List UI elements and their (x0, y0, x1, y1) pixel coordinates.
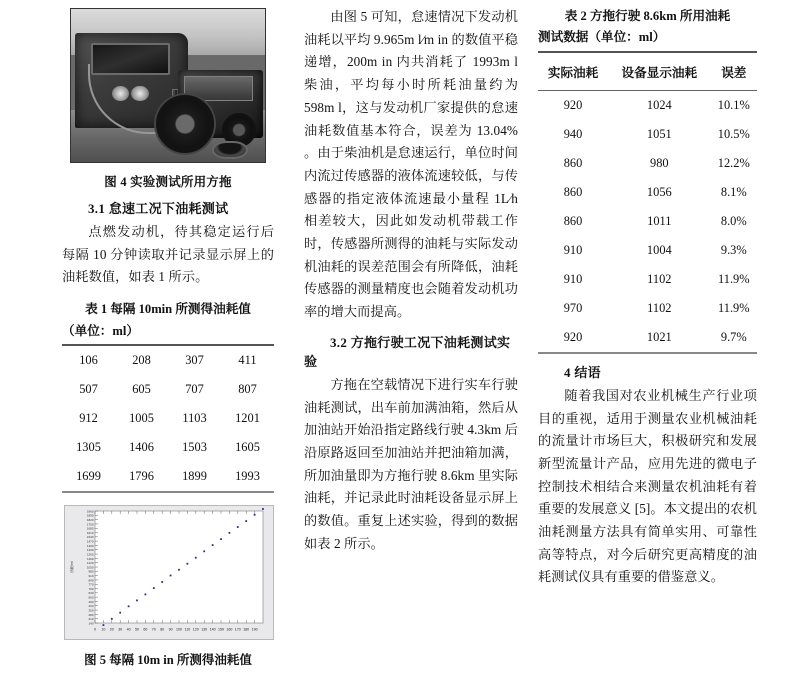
table1-cell: 1406 (129, 439, 154, 454)
table2-cell: 860 (563, 155, 583, 170)
tractor-photo-image (70, 8, 266, 163)
table2-cell: 860 (563, 184, 583, 199)
table2 (538, 51, 757, 354)
table1 (62, 344, 274, 493)
table1-cell: 1103 (182, 410, 207, 425)
table1-cell: 307 (185, 352, 204, 367)
figure5-svg (65, 506, 273, 639)
table-row (538, 120, 757, 149)
svg-text:1610: 1610 (86, 530, 94, 535)
table2-cell: 980 (650, 155, 669, 170)
table1-cell: 912 (79, 410, 98, 425)
table2-cell: 910 (563, 242, 583, 257)
figure4-caption: 图 4 实验测试所用方拖 (104, 175, 232, 189)
svg-text:840: 840 (88, 578, 94, 583)
svg-text:1960: 1960 (86, 509, 94, 514)
table2-cell: 920 (563, 97, 583, 112)
table1-cell: 106 (79, 352, 98, 367)
svg-text:1680: 1680 (86, 526, 94, 531)
svg-text:1470: 1470 (86, 539, 94, 544)
table-row (62, 404, 274, 433)
svg-text:1120: 1120 (87, 561, 94, 566)
table1-cell: 1005 (129, 410, 154, 425)
table2-header-row (538, 52, 757, 91)
table2-header-cell: 误差 (721, 65, 747, 80)
svg-text:60: 60 (143, 627, 148, 632)
svg-text:560: 560 (88, 595, 94, 600)
table2-cell: 8.0% (720, 213, 747, 228)
svg-text:150: 150 (218, 627, 224, 632)
table2-cell: 10.5% (717, 126, 750, 141)
table1-cell: 208 (132, 352, 151, 367)
table2-cell: 1056 (646, 184, 672, 199)
table2-cell: 860 (563, 213, 583, 228)
table2-cell: 9.7% (720, 329, 747, 344)
photo-tractor-wheel (156, 95, 214, 153)
table2-cell: 12.2% (717, 155, 750, 170)
svg-text:100: 100 (176, 627, 182, 632)
table1-cell: 807 (238, 381, 257, 396)
table-row (538, 323, 757, 353)
section-heading-3-2: 3.2 方拖行驶工况下油耗测试实验 (304, 334, 511, 369)
svg-text:1190: 1190 (87, 556, 94, 561)
svg-text:210: 210 (88, 617, 94, 622)
svg-text:120: 120 (192, 627, 199, 632)
svg-text:490: 490 (88, 599, 94, 604)
table2-header-cell: 实际油耗 (547, 65, 599, 80)
svg-text:20: 20 (109, 627, 114, 632)
svg-text:1820: 1820 (86, 517, 94, 522)
svg-text:油耗/ml: 油耗/ml (70, 560, 74, 573)
table1-cell: 605 (132, 381, 151, 396)
table2-cell: 1021 (646, 329, 672, 344)
svg-text:10: 10 (101, 627, 106, 632)
svg-text:110: 110 (184, 627, 191, 632)
table-row (62, 462, 274, 492)
svg-text:0: 0 (94, 627, 96, 632)
table-row (538, 178, 757, 207)
table1-cell: 1699 (76, 468, 101, 483)
table2-cell: 1011 (647, 213, 672, 228)
svg-text:180: 180 (243, 627, 250, 632)
table2-cell: 10.1% (717, 97, 750, 112)
section-heading-3-1: 3.1 怠速工况下油耗测试 (88, 201, 229, 216)
table-row (538, 294, 757, 323)
table1-cell: 411 (238, 352, 257, 367)
table2-cell: 1024 (646, 97, 672, 112)
svg-text:170: 170 (234, 627, 241, 632)
right-column (530, 4, 799, 688)
table2-cell: 1102 (647, 300, 672, 315)
svg-text:130: 130 (201, 627, 208, 632)
svg-text:420: 420 (88, 604, 94, 609)
svg-text:1540: 1540 (86, 535, 94, 540)
table1-cell: 707 (185, 381, 204, 396)
svg-text:630: 630 (88, 591, 94, 596)
table2-cell: 1051 (646, 126, 672, 141)
table2-cell: 970 (563, 300, 583, 315)
table-row (62, 345, 274, 375)
figure5-chart (64, 505, 274, 640)
svg-text:700: 700 (88, 586, 94, 591)
paragraph-conclusion: 随着我国对农业机械生产行业项目的重视，适用于测量农业机械油耗的流量计市场巨大，积极研究和发展新型流量计产品，应用先进的微电子控制技术相结合来测量农机油耗有着重要的发展意义 [5]。本文提出的农机油耗测量方法具有简单实用、可靠性高等特点，对今后研究更高精度的油耗测试仪具有重要的借鉴意义。 (538, 387, 757, 585)
paragraph-3-1: 点燃发动机，待其稳定运行后每隔 10 分钟读取并记录显示屏上的油耗数值，如表 1 所示。 (62, 224, 274, 285)
svg-text:1050: 1050 (86, 565, 94, 570)
table2-cell: 9.3% (720, 242, 747, 257)
table2-title-line1: 表 2 方拖行驶 8.6km 所用油耗 (564, 9, 731, 23)
table1-title-line2: （单位：ml） (62, 323, 139, 338)
left-column (0, 4, 290, 688)
table2-header-cell: 设备显示油耗 (621, 65, 698, 80)
table-row (538, 207, 757, 236)
table2-cell: 11.9% (718, 300, 750, 315)
svg-text:50: 50 (135, 627, 139, 632)
svg-text:1890: 1890 (86, 513, 94, 518)
table1-cell: 1605 (235, 439, 260, 454)
table-row (62, 375, 274, 404)
table-row (538, 149, 757, 178)
table-row (538, 236, 757, 265)
table2-cell: 8.1% (720, 184, 747, 199)
svg-text:90: 90 (168, 627, 173, 632)
table1-title-line1: 表 1 每隔 10min 所测得油耗值 (85, 302, 251, 317)
table1-cell: 1305 (76, 439, 101, 454)
svg-text:770: 770 (88, 582, 94, 587)
table1-cell: 1201 (235, 410, 260, 425)
section-heading-4: 4 结语 (564, 364, 601, 380)
svg-text:1400: 1400 (86, 543, 94, 548)
table-row (538, 265, 757, 294)
table2-cell: 11.9% (718, 271, 750, 286)
table1-cell: 1796 (129, 468, 154, 483)
table1-title (62, 299, 274, 342)
table2-title (538, 6, 757, 49)
table2-cell: 1102 (647, 271, 672, 286)
table1-cell: 1899 (182, 468, 207, 483)
table-row (538, 90, 757, 120)
svg-text:80: 80 (160, 627, 165, 632)
svg-text:40: 40 (126, 627, 131, 632)
paragraph-idle-analysis: 由图 5 可知，怠速情况下发动机油耗以平均 9.965m l∕m in 的数值平稳递增，200m in 内共消耗了 1993m l柴油，平均每小时所耗油量约为 598m l，这与发动机厂家提供的怠速油耗数值基本符合，误差为 13.04% 。由于柴油机是怠速运行，单位时间内流过传感器的液体流速较低，与传感器的指定液体流速最小量程 1L∕h 相差较大，因此如发动机带载工作时，传感器所测得的油耗与实际发动机油耗的误差范围会有所降低，油耗传感器的测量精度也会随着发动机功率的增大而提高。 (304, 9, 518, 320)
svg-text:980: 980 (88, 569, 94, 574)
table2-cell: 1004 (646, 242, 672, 257)
svg-text:160: 160 (226, 627, 233, 632)
paragraph-3-2: 方拖在空载情况下进行实车行驶油耗测试，出车前加满油箱，然后从加油站开始沿指定路线行驶 4.3km 后沿原路返回至加油站并把油箱加满，所加油量即为方拖行驶 8.6km 里实际油耗，并记录此时油耗设备显示屏上的数值。重复上述实验，得到的数据如表 2 所示。 (304, 376, 518, 551)
photo-bucket (212, 141, 248, 159)
middle-column (290, 4, 530, 688)
table-row (62, 433, 274, 462)
table1-cell: 507 (79, 381, 98, 396)
svg-text:1750: 1750 (86, 522, 94, 527)
svg-text:190: 190 (251, 627, 258, 632)
table1-cell: 1503 (182, 439, 207, 454)
table2-cell: 920 (563, 329, 583, 344)
figure4-photo (70, 8, 266, 163)
svg-text:1330: 1330 (86, 548, 94, 553)
svg-text:140: 140 (88, 621, 94, 626)
svg-text:350: 350 (88, 608, 94, 613)
svg-text:910: 910 (88, 573, 94, 578)
svg-text:1260: 1260 (86, 552, 94, 557)
svg-text:280: 280 (88, 612, 94, 617)
figure5-caption: 图 5 每隔 10m in 所测得油耗值 (84, 652, 252, 667)
svg-text:70: 70 (151, 627, 156, 632)
table1-cell: 1993 (235, 468, 260, 483)
table2-cell: 940 (563, 126, 583, 141)
svg-text:30: 30 (118, 627, 123, 632)
table2-title-line2: 测试数据（单位：ml） (538, 30, 666, 45)
svg-text:140: 140 (209, 627, 216, 632)
table2-cell: 910 (563, 271, 583, 286)
